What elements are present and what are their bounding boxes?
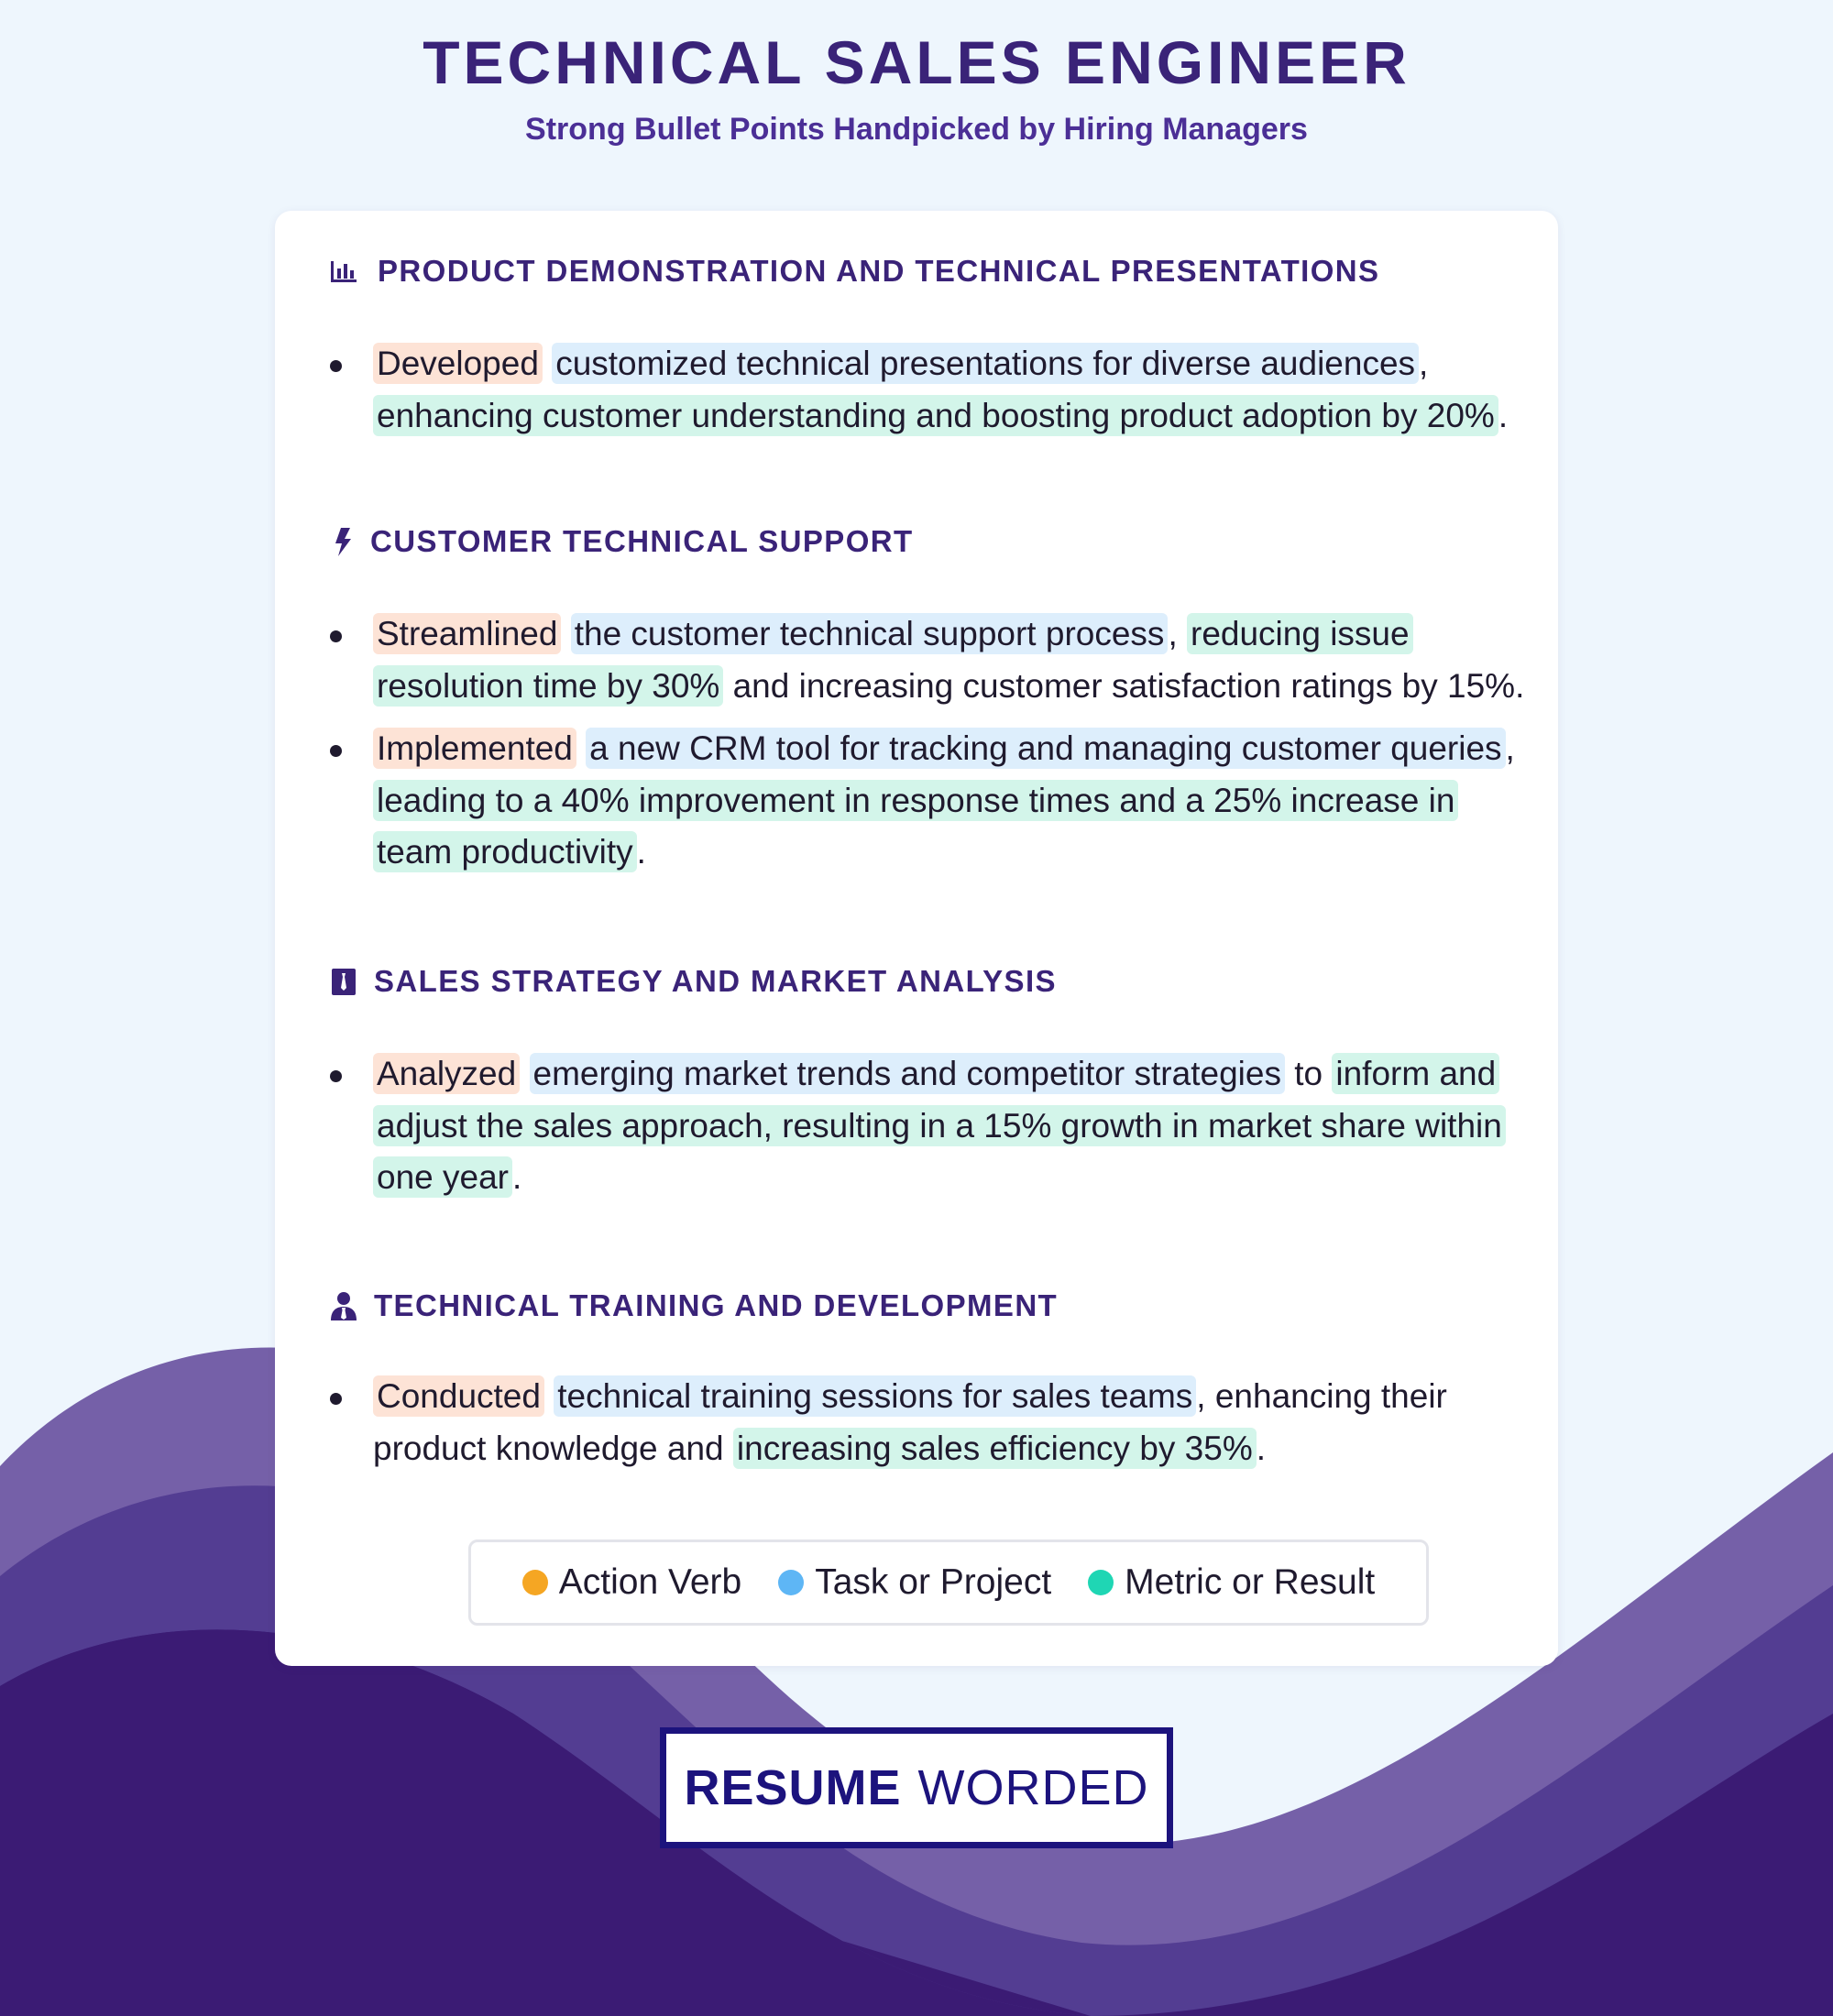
- bullet-point: [328, 723, 1538, 879]
- task-highlight: the customer technical support process: [571, 613, 1169, 654]
- metric-highlight: inform and adjust the sales approach, resulting in a 15% growth in market share within one year: [373, 1053, 1506, 1198]
- action-verb-highlight: Streamlined: [373, 613, 561, 654]
- task-highlight: customized technical presentations for diverse audiences: [552, 343, 1419, 384]
- bullet-text: [576, 729, 586, 767]
- bullet-text: , enhancing their product knowledge and: [373, 1377, 1447, 1467]
- action-verb-dot-icon: [522, 1570, 548, 1595]
- legend-label: Metric or Result: [1125, 1562, 1376, 1602]
- metric-highlight: enhancing customer understanding and boosting product adoption by 20%: [373, 395, 1498, 436]
- bar-chart-icon: [328, 256, 359, 287]
- bullet-text: to: [1284, 1055, 1333, 1092]
- section-product-demonstration: [328, 248, 1538, 442]
- task-highlight: a new CRM tool for tracking and managing customer queries: [586, 728, 1505, 769]
- section-title: SALES STRATEGY AND MARKET ANALYSIS: [374, 964, 1057, 998]
- legend-item-task: [778, 1562, 1051, 1603]
- section-title: CUSTOMER TECHNICAL SUPPORT: [370, 524, 914, 558]
- metric-highlight: leading to a 40% improvement in response times and a 25% increase in team productivity: [373, 780, 1458, 873]
- logo-text-bold: RESUME: [684, 1760, 902, 1815]
- bullet-text: [543, 345, 552, 382]
- action-verb-highlight: Conducted: [373, 1375, 544, 1417]
- section-customer-support: [328, 519, 1538, 879]
- task-dot-icon: [778, 1570, 804, 1595]
- section-sales-strategy: [328, 959, 1538, 1204]
- legend-item-metric: [1088, 1562, 1375, 1603]
- task-highlight: emerging market trends and competitor strategies: [530, 1053, 1285, 1094]
- bullet-list: [328, 1048, 1538, 1204]
- page-subtitle: Strong Bullet Points Handpicked by Hiring Managers: [525, 112, 1308, 147]
- bullet-text: [520, 1055, 529, 1092]
- bullet-text: ,: [1419, 345, 1429, 382]
- bullet-points-card: [275, 211, 1558, 1666]
- metric-highlight: reducing issue resolution time by 30%: [373, 613, 1413, 707]
- user-tie-icon: [328, 1290, 359, 1321]
- section-title: TECHNICAL TRAINING AND DEVELOPMENT: [374, 1288, 1059, 1322]
- page-title: TECHNICAL SALES ENGINEER: [423, 28, 1410, 96]
- section-technical-training: [328, 1283, 1538, 1474]
- metric-dot-icon: [1088, 1570, 1114, 1595]
- bullet-text: .: [512, 1158, 522, 1196]
- legend-label: Action Verb: [558, 1562, 742, 1602]
- logo-text-regular: WORDED: [917, 1760, 1149, 1815]
- bullet-text: .: [1256, 1429, 1267, 1467]
- section-title: PRODUCT DEMONSTRATION AND TECHNICAL PRESENTATIONS: [378, 254, 1380, 288]
- bullet-point: [328, 608, 1538, 712]
- action-verb-highlight: Analyzed: [373, 1053, 520, 1094]
- legend-label: Task or Project: [815, 1562, 1052, 1602]
- bullet-text: and increasing customer satisfaction ratings by 15%.: [723, 666, 1525, 705]
- legend-item-action-verb: [522, 1562, 741, 1603]
- bullet-point: [328, 1371, 1538, 1474]
- bullet-list: [328, 608, 1538, 879]
- bullet-text: [544, 1377, 554, 1415]
- bullet-text: ,: [1168, 615, 1187, 652]
- action-verb-highlight: Developed: [373, 343, 543, 384]
- lightning-bolt-icon: [328, 526, 359, 557]
- bullet-text: [561, 615, 570, 652]
- resume-worded-logo[interactable]: [660, 1727, 1173, 1848]
- bullet-text: .: [1498, 396, 1509, 434]
- bullet-text: .: [636, 833, 646, 871]
- metric-highlight: increasing sales efficiency by 35%: [733, 1428, 1257, 1469]
- highlight-legend: [468, 1539, 1429, 1626]
- bullet-point: [328, 338, 1538, 442]
- bullet-list: [328, 338, 1538, 442]
- task-highlight: technical training sessions for sales teams: [554, 1375, 1196, 1417]
- action-verb-highlight: Implemented: [373, 728, 576, 769]
- bullet-text: ,: [1505, 729, 1515, 767]
- bullet-point: [328, 1048, 1538, 1204]
- briefcase-tie-icon: [328, 966, 359, 997]
- bullet-list: [328, 1371, 1538, 1474]
